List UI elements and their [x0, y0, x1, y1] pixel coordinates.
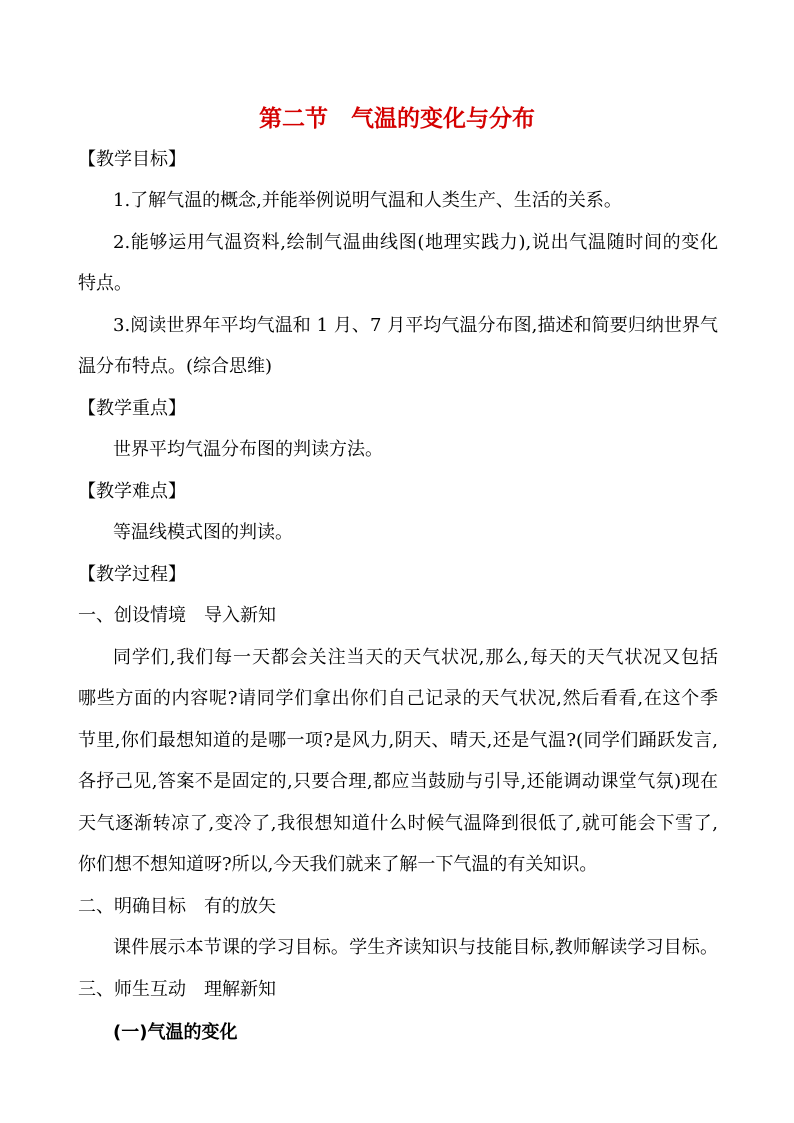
step-1-line-6: 你们想不想知道呀?所以,今天我们就来了解一下气温的有关知识。 — [78, 854, 598, 875]
objective-3-line-2: 温分布特点。(综合思维) — [78, 356, 273, 377]
step-1-line-2: 哪些方面的内容呢?请同学们拿出你们自己记录的天气状况,然后看看,在这个季 — [78, 688, 718, 709]
step-2-heading: 二、明确目标 有的放矢 — [78, 896, 276, 917]
key-points-heading: 【教学重点】 — [78, 398, 186, 419]
difficulty-heading: 【教学难点】 — [78, 481, 186, 502]
subsection-1-heading: (一)气温的变化 — [113, 1022, 238, 1043]
key-points-text: 世界平均气温分布图的判读方法。 — [113, 439, 383, 460]
step-2-text: 课件展示本节课的学习目标。学生齐读知识与技能目标,教师解读学习目标。 — [113, 937, 718, 958]
objective-2-line-2: 特点。 — [78, 273, 132, 294]
objective-3-line-1: 3.阅读世界年平均气温和 1 月、7 月平均气温分布图,描述和简要归纳世界气 — [113, 315, 718, 336]
step-1-line-5: 天气逐渐转凉了,变冷了,我很想知道什么时候气温降到很低了,就可能会下雪了, — [78, 813, 718, 834]
page-title: 第二节 气温的变化与分布 — [259, 106, 535, 132]
step-1-line-4: 各抒己见,答案不是固定的,只要合理,都应当鼓励与引导,还能调动课堂气氛)现在 — [78, 771, 718, 792]
objectives-heading: 【教学目标】 — [78, 149, 186, 170]
step-1-line-1: 同学们,我们每一天都会关注当天的天气状况,那么,每天的天气状况又包括 — [113, 647, 718, 668]
difficulty-text: 等温线模式图的判读。 — [113, 522, 293, 543]
step-1-line-3: 节里,你们最想知道的是哪一项?是风力,阴天、晴天,还是气温?(同学们踊跃发言, — [78, 730, 718, 751]
process-heading: 【教学过程】 — [78, 564, 186, 585]
step-1-heading: 一、创设情境 导入新知 — [78, 605, 276, 626]
objective-2-line-1: 2.能够运用气温资料,绘制气温曲线图(地理实践力),说出气温随时间的变化 — [113, 232, 718, 253]
step-3-heading: 三、师生互动 理解新知 — [78, 979, 276, 1000]
objective-1: 1.了解气温的概念,并能举例说明气温和人类生产、生活的关系。 — [113, 190, 622, 211]
